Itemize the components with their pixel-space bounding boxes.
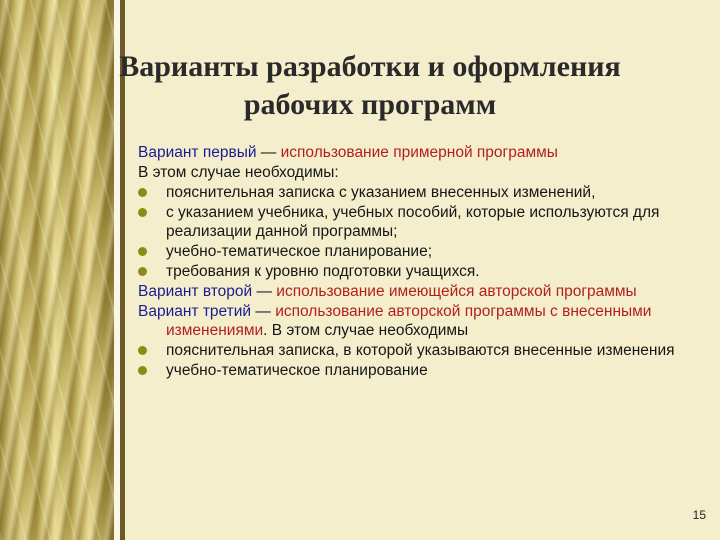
variant-3-dash: — xyxy=(251,303,276,320)
list-item xyxy=(138,242,698,261)
variant-3-line xyxy=(138,302,698,340)
list-item xyxy=(138,262,698,281)
list-item-text: учебно-тематическое планирование xyxy=(166,362,428,379)
bullet-icon xyxy=(138,267,147,276)
variant-1-text: использование примерной программы xyxy=(280,144,558,161)
list-item xyxy=(138,361,698,380)
list-item-text: с указанием учебника, учебных пособий, которые используются для реализации данной программы; xyxy=(166,204,660,240)
variant-1-line xyxy=(138,143,698,162)
variant-3-tail: . В этом случае необходимы xyxy=(263,322,469,339)
list-item xyxy=(138,341,698,360)
variant-3-label: Вариант третий xyxy=(138,303,252,320)
bullet-icon xyxy=(138,346,147,355)
list-item-text: пояснительная записка, в которой указываются внесенные изменения xyxy=(166,342,675,359)
bullet-icon xyxy=(138,366,147,375)
intro-1: В этом случае необходимы: xyxy=(138,164,339,181)
title-line-2: рабочих программ xyxy=(243,88,497,121)
list-item-text: требования к уровню подготовки учащихся. xyxy=(166,263,480,280)
bullet-icon xyxy=(138,247,147,256)
page-number: 15 xyxy=(692,508,706,522)
list-item-text: пояснительная записка с указанием внесенных изменений, xyxy=(166,184,596,201)
variant-1-label: Вариант первый xyxy=(138,144,257,161)
variant-1-dash: — xyxy=(256,144,281,161)
list-item xyxy=(138,203,698,241)
slide-content xyxy=(138,143,698,381)
list-item xyxy=(138,183,698,202)
slide-title xyxy=(60,48,680,124)
list-item-text: учебно-тематическое планирование; xyxy=(166,243,433,260)
variant-2-dash: — xyxy=(252,283,277,300)
variant-2-label: Вариант второй xyxy=(138,283,253,300)
bullet-icon xyxy=(138,188,147,197)
variant-2-line xyxy=(138,282,698,301)
bullet-icon xyxy=(138,208,147,217)
variant-2-text: использование имеющейся авторской программы xyxy=(276,283,637,300)
variant-3-text: использование авторской программы с внесенными изменениями xyxy=(166,303,652,339)
title-line-1: Варианты разработки и оформления xyxy=(119,50,621,83)
